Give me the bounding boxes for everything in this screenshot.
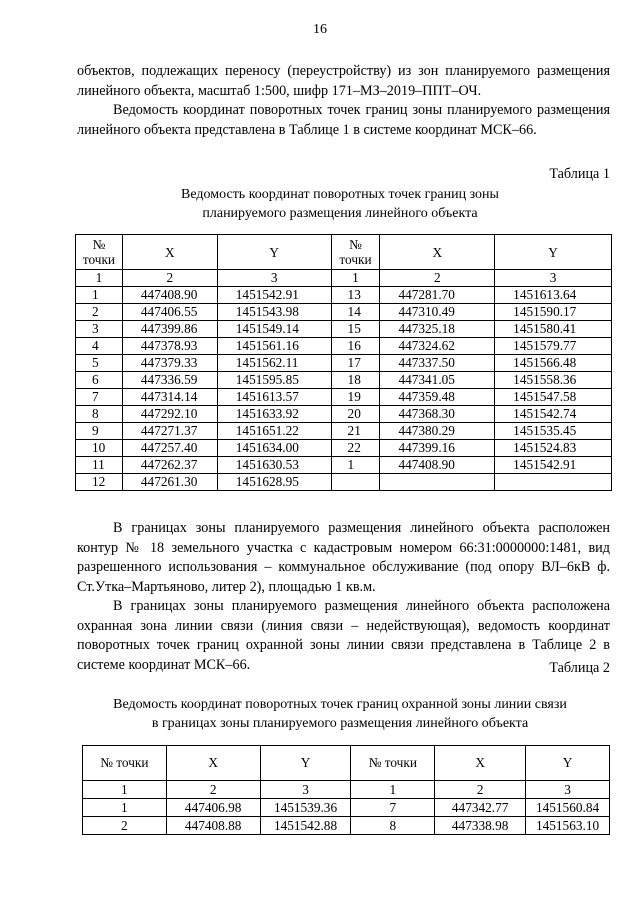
table2-header-cell: Y	[260, 746, 351, 781]
table1-cell: 15	[331, 321, 380, 338]
table2-header-cell: X	[435, 746, 526, 781]
table1-cell: 447257.40	[122, 440, 217, 457]
coordinates-table-1	[75, 234, 612, 491]
table1-cell: 7	[76, 389, 123, 406]
middle-paragraph-2: В границах зоны планируемого размещения линейного объекта расположена охранная зона линии связи (линия связи – недействующая), ведомость координат поворотных точек границ охранной зоны линии связи представлена в Таблице 2 в системе координат МСК–66.	[77, 598, 610, 673]
table1-cell: 9	[76, 423, 123, 440]
table1-cell: 13	[331, 287, 380, 304]
table1-cell: 5	[76, 355, 123, 372]
table1-cell: 14	[331, 304, 380, 321]
table2-cell: 2	[83, 817, 167, 835]
coordinates-table-2	[82, 745, 610, 835]
table1-cell: 447406.55	[122, 304, 217, 321]
table1-cell: 1451633.92	[217, 406, 331, 423]
table2-label: Таблица 2	[549, 660, 610, 676]
table1-cell: 447325.18	[380, 321, 495, 338]
table1-cell: 1	[76, 270, 123, 287]
table2-header-cell: № точки	[351, 746, 435, 781]
table2-cell: 1451563.10	[526, 817, 610, 835]
table1-label: Таблица 1	[549, 166, 610, 182]
table1-cell: 447368.30	[380, 406, 495, 423]
table1-cell: 20	[331, 406, 380, 423]
table1-cell: 1451542.91	[217, 287, 331, 304]
table1-header-cell: Y	[495, 235, 612, 270]
table1-cell: 6	[76, 372, 123, 389]
table1-cell: 19	[331, 389, 380, 406]
table2-cell: 8	[351, 817, 435, 835]
table1-header-cell: X	[122, 235, 217, 270]
intro-paragraph-2: Ведомость координат поворотных точек границ зоны планируемого размещения линейного объекта представлена в Таблице 1 в системе координат МСК–66.	[77, 102, 610, 138]
table2-cell: 7	[351, 799, 435, 817]
table1-row	[76, 423, 612, 440]
table1-row	[76, 389, 612, 406]
table1-index-row	[76, 270, 612, 287]
table1-cell: 1451562.11	[217, 355, 331, 372]
table1-cell: 447292.10	[122, 406, 217, 423]
table1-cell: 1451651.22	[217, 423, 331, 440]
table2-cell: 2	[435, 781, 526, 799]
table1-cell: 2	[122, 270, 217, 287]
table1-cell: 1451630.53	[217, 457, 331, 474]
table2-caption-line2: в границах зоны планируемого размещения линейного объекта	[151, 715, 529, 731]
table1-cell: 4	[76, 338, 123, 355]
table1-cell: 447399.16	[380, 440, 495, 457]
table1-cell: 1451543.98	[217, 304, 331, 321]
middle-paragraph-1: В границах зоны планируемого размещения линейного объекта расположен контур № 18 земельного участка с кадастровым номером 66:31:0000000:1481, вид разрешенного использования – коммунальное обслуживание (под опору ВЛ–6кВ ф. Ст.Утка–Мартьяново, литер 2), площадью 1 кв.м.	[77, 520, 610, 595]
table2-cell: 447408.88	[166, 817, 260, 835]
table2-row	[83, 817, 610, 835]
table2-cell: 1	[83, 781, 167, 799]
table1-row	[76, 304, 612, 321]
table1-cell: 447324.62	[380, 338, 495, 355]
table1-cell: 12	[76, 474, 123, 491]
table1-cell: 21	[331, 423, 380, 440]
table1-header-cell: X	[380, 235, 495, 270]
table1-row	[76, 474, 612, 491]
table2-cell: 1451539.36	[260, 799, 351, 817]
table1-cell: 10	[76, 440, 123, 457]
table1-cell: 447337.50	[380, 355, 495, 372]
table1-cell: 1451524.83	[495, 440, 612, 457]
table1-cell: 447271.37	[122, 423, 217, 440]
table1-header-row	[76, 235, 612, 270]
table1-row	[76, 321, 612, 338]
table1-cell: 1451558.36	[495, 372, 612, 389]
table1-cell: 447408.90	[380, 457, 495, 474]
table1-cell: 1451628.95	[217, 474, 331, 491]
table1-cell: 1451634.00	[217, 440, 331, 457]
table1-caption-line1: Ведомость координат поворотных точек границ зоны	[181, 187, 499, 202]
table2-header-row	[83, 746, 610, 781]
table1-cell: 447408.90	[122, 287, 217, 304]
table1-cell: 17	[331, 355, 380, 372]
table1-cell: 3	[217, 270, 331, 287]
table1-cell: 1451542.74	[495, 406, 612, 423]
table1-cell: 11	[76, 457, 123, 474]
table1-cell: 1451542.91	[495, 457, 612, 474]
table1-cell: 1451561.16	[217, 338, 331, 355]
table2-cell: 1	[351, 781, 435, 799]
table1-cell: 447336.59	[122, 372, 217, 389]
table1-cell: 447281.70	[380, 287, 495, 304]
table1-cell: 447310.49	[380, 304, 495, 321]
table1-caption-line2: планируемого размещения линейного объекта	[202, 205, 478, 221]
table1-cell: 447262.37	[122, 457, 217, 474]
table1-cell: 1451595.85	[217, 372, 331, 389]
table1-cell: 1451547.58	[495, 389, 612, 406]
table1-cell: 447341.05	[380, 372, 495, 389]
table1-cell: 3	[495, 270, 612, 287]
table1-cell: 447378.93	[122, 338, 217, 355]
table1-cell: 8	[76, 406, 123, 423]
table1-cell: 447380.29	[380, 423, 495, 440]
table1-cell: 1451580.41	[495, 321, 612, 338]
table1-cell: 1	[331, 270, 380, 287]
table2-cell: 447338.98	[435, 817, 526, 835]
table1-header-cell: № точки	[76, 235, 123, 270]
table2-cell: 1451542.88	[260, 817, 351, 835]
table2-cell: 447406.98	[166, 799, 260, 817]
table2-cell: 2	[166, 781, 260, 799]
table2-row	[83, 799, 610, 817]
table2-cell: 1451560.84	[526, 799, 610, 817]
table1-cell: 447359.48	[380, 389, 495, 406]
intro-paragraph-1: объектов, подлежащих переносу (переустройству) из зон планируемого размещения линейного объекта, масштаб 1:500, шифр 171–МЗ–2019–ППТ–ОЧ.	[77, 63, 610, 99]
table2-caption	[60, 696, 620, 733]
table1-row	[76, 338, 612, 355]
table1-cell: 1451613.64	[495, 287, 612, 304]
table1-cell: 18	[331, 372, 380, 389]
table1-cell: 1451590.17	[495, 304, 612, 321]
table1-row	[76, 457, 612, 474]
table2-header-cell: X	[166, 746, 260, 781]
table1-cell	[495, 474, 612, 491]
table2-index-row	[83, 781, 610, 799]
table2-cell: 447342.77	[435, 799, 526, 817]
table1-cell: 2	[76, 304, 123, 321]
table1-cell: 22	[331, 440, 380, 457]
table1-cell: 1	[76, 287, 123, 304]
table2-header-cell: Y	[526, 746, 610, 781]
table1-cell: 1451566.48	[495, 355, 612, 372]
table1-cell: 16	[331, 338, 380, 355]
table1-header-cell: Y	[217, 235, 331, 270]
table1-cell: 447261.30	[122, 474, 217, 491]
table1-cell: 447314.14	[122, 389, 217, 406]
table1-caption	[60, 186, 620, 223]
table1-cell: 1	[331, 457, 380, 474]
table1-cell: 1451535.45	[495, 423, 612, 440]
table1-row	[76, 355, 612, 372]
page-number: 16	[313, 22, 327, 37]
table1-cell	[380, 474, 495, 491]
table1-row	[76, 287, 612, 304]
table2-cell: 3	[260, 781, 351, 799]
table1-cell: 1451613.57	[217, 389, 331, 406]
table1-row	[76, 440, 612, 457]
table1-row	[76, 372, 612, 389]
table1-row	[76, 406, 612, 423]
table2-cell: 1	[83, 799, 167, 817]
table2-header-cell: № точки	[83, 746, 167, 781]
table1-cell: 1451579.77	[495, 338, 612, 355]
table2-cell: 3	[526, 781, 610, 799]
table1-cell: 3	[76, 321, 123, 338]
table2-caption-line1: Ведомость координат поворотных точек границ охранной зоны линии связи	[113, 697, 567, 712]
table1-header-cell: № точки	[331, 235, 380, 270]
table1-cell: 447379.33	[122, 355, 217, 372]
table1-cell: 1451549.14	[217, 321, 331, 338]
table1-cell	[331, 474, 380, 491]
table1-cell: 2	[380, 270, 495, 287]
table1-cell: 447399.86	[122, 321, 217, 338]
